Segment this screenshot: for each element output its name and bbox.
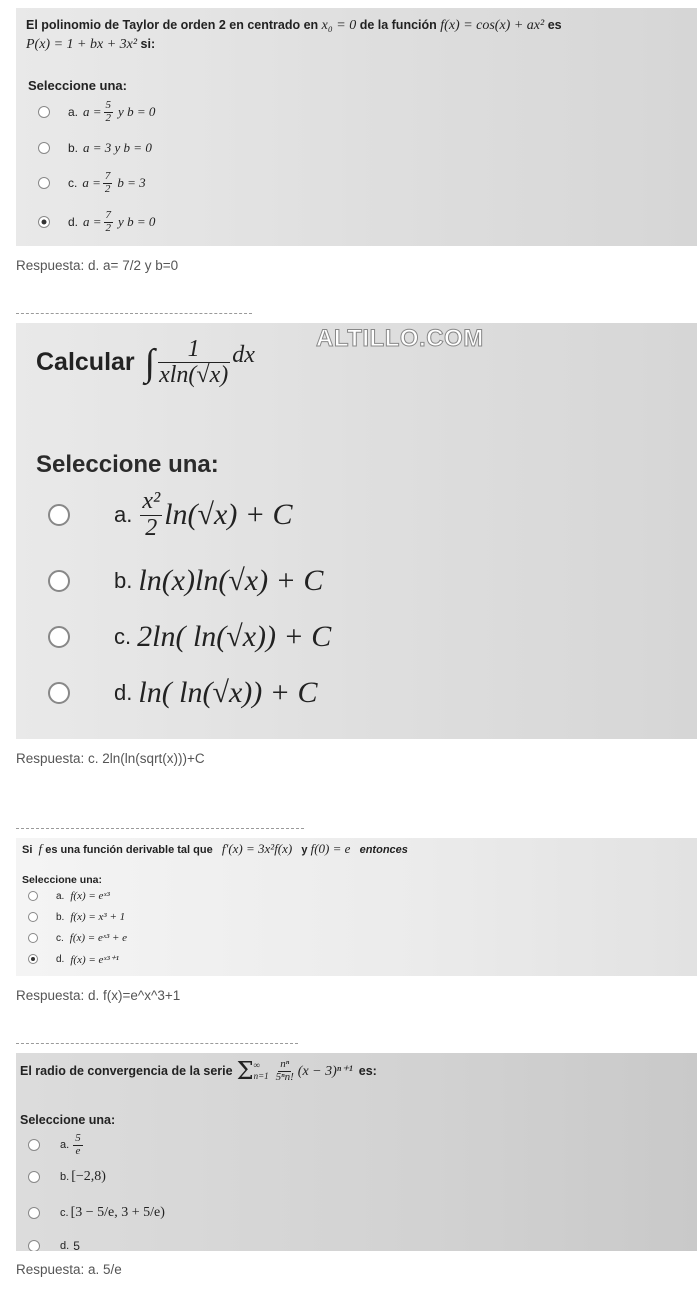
fraction-den: 2 — [104, 182, 111, 195]
option-expr: a = — [83, 104, 102, 119]
separator — [16, 828, 304, 829]
question-3-panel — [16, 838, 697, 976]
q4-prompt-end: es: — [358, 1064, 377, 1078]
separator — [16, 313, 252, 314]
radio-button[interactable] — [48, 682, 70, 704]
sum-lower: n=1 — [253, 1071, 269, 1081]
q3-option-b[interactable] — [28, 909, 125, 925]
q4-option-a[interactable] — [28, 1131, 85, 1159]
q2-prompt — [36, 337, 255, 388]
q1-x0: x₀ = 0 — [321, 18, 357, 33]
option-expr: 2ln( ln(√x)) + C — [137, 620, 332, 653]
q3-option-d[interactable] — [28, 951, 119, 967]
integral-sign-icon: ∫ — [144, 341, 156, 384]
option-letter: d. — [68, 215, 79, 229]
option-letter: a. — [68, 105, 79, 119]
option-expr: [3 − 5/e, 3 + 5/e) — [70, 1205, 165, 1220]
option-expr: ln( ln(√x)) + C — [138, 676, 318, 709]
radio-button[interactable] — [28, 1171, 40, 1183]
fraction-num: nⁿ — [280, 1057, 290, 1070]
radio-button[interactable] — [28, 891, 38, 901]
fraction — [103, 171, 113, 195]
fraction-den: 2 — [105, 221, 112, 234]
radio-button[interactable] — [38, 177, 50, 189]
question-2-panel — [16, 323, 697, 739]
option-expr: a = — [83, 214, 102, 229]
q3-and: y — [301, 844, 308, 856]
q3-f: f — [38, 841, 43, 856]
q1-select-label: Seleccione una: — [28, 78, 127, 93]
q2-option-c[interactable] — [48, 617, 331, 657]
q1-prompt-text: El polinomio de Taylor de orden 2 en centrado en — [26, 18, 319, 32]
q3-prompt-text-3: entonces — [359, 844, 408, 856]
q4-option-d[interactable] — [28, 1237, 80, 1251]
q3-prompt — [22, 841, 408, 857]
option-letter: d. — [56, 953, 65, 965]
option-expr: a = — [82, 175, 101, 190]
q1-prompt-text-3: es — [547, 18, 562, 32]
option-expr-post: y b = 0 — [118, 214, 156, 229]
fraction-num: 5 — [105, 98, 112, 111]
q2-prompt-text: Calcular — [36, 348, 135, 377]
q3-option-a[interactable] — [28, 888, 110, 904]
watermark-logo: ALTILLO.COM — [316, 325, 484, 352]
q1-function: f(x) = cos(x) + ax² — [440, 18, 545, 33]
q2-dx: dx — [232, 342, 255, 369]
question-4-panel — [16, 1053, 697, 1251]
q2-select-label: Seleccione una: — [36, 451, 219, 478]
q3-condition-2: f(0) = e — [310, 841, 351, 856]
fraction-den: 2 — [105, 111, 112, 124]
q3-prompt-text: Si — [22, 844, 33, 856]
option-letter: c. — [68, 176, 78, 190]
fraction-num: 7 — [105, 208, 112, 221]
q3-condition-1: f′(x) = 3x²f(x) — [221, 841, 293, 856]
question-1-prompt — [26, 16, 562, 54]
option-letter: a. — [60, 1139, 70, 1151]
q1-option-c[interactable] — [38, 169, 146, 197]
option-expr: f(x) = eˣ³ — [70, 890, 110, 902]
option-letter: d. — [114, 680, 133, 705]
option-expr: f(x) = eˣ³ + e — [69, 932, 128, 944]
q1-option-d[interactable] — [38, 208, 155, 236]
q4-answer: Respuesta: a. 5/e — [16, 1262, 122, 1277]
integrand-fraction — [157, 337, 230, 388]
radio-button[interactable] — [28, 1240, 40, 1251]
radio-button[interactable] — [48, 570, 70, 592]
q1-prompt-text-2: de la función — [359, 18, 437, 32]
q1-answer: Respuesta: d. a= 7/2 y b=0 — [16, 258, 179, 273]
integrand-num: 1 — [158, 337, 230, 363]
option-expr-post: b = 3 — [117, 175, 146, 190]
option-expr: f(x) = eˣ³⁺¹ — [70, 953, 119, 966]
q4-prompt-text: El radio de convergencia de la serie — [20, 1064, 233, 1078]
q2-option-d[interactable] — [48, 673, 318, 713]
q1-option-b[interactable] — [38, 137, 152, 159]
fraction — [73, 1133, 83, 1157]
option-letter: d. — [60, 1240, 70, 1251]
q2-option-b[interactable] — [48, 561, 323, 601]
option-letter: c. — [114, 624, 132, 649]
radio-button[interactable] — [28, 933, 38, 943]
fraction — [104, 100, 114, 124]
fraction-den: e — [75, 1144, 81, 1157]
question-1-panel — [16, 8, 697, 246]
sigma-icon: Σ — [236, 1057, 254, 1085]
option-expr-post: y b = 0 — [118, 104, 156, 119]
radio-button[interactable] — [28, 912, 38, 922]
radio-button[interactable] — [28, 1207, 40, 1219]
fraction-num: 5 — [75, 1131, 81, 1144]
radio-button[interactable] — [48, 504, 70, 526]
sum-upper: ∞ — [253, 1060, 260, 1070]
option-letter: b. — [68, 141, 79, 155]
option-letter: c. — [60, 1207, 69, 1219]
q2-option-a[interactable] — [48, 487, 293, 543]
q3-answer: Respuesta: d. f(x)=e^x^3+1 — [16, 988, 181, 1003]
fraction-num: 7 — [104, 169, 111, 182]
option-letter: a. — [114, 502, 133, 527]
option-letter: b. — [56, 911, 65, 923]
integrand-den: xln(√x) — [159, 362, 229, 389]
radio-button-selected[interactable] — [28, 954, 38, 964]
option-expr: f(x) = x³ + 1 — [70, 911, 126, 923]
q4-select-label: Seleccione una: — [20, 1113, 116, 1127]
q1-option-a[interactable] — [38, 99, 155, 125]
q2-answer: Respuesta: c. 2ln(ln(sqrt(x)))+C — [16, 751, 205, 766]
q4-prompt — [20, 1057, 377, 1085]
q4-option-c[interactable] — [28, 1201, 165, 1225]
fraction-den: 2 — [145, 514, 158, 541]
q3-option-c[interactable] — [28, 930, 127, 946]
term-fraction — [274, 1059, 296, 1083]
option-expr: [−2,8) — [71, 1169, 106, 1184]
option-letter: b. — [114, 568, 133, 593]
option-expr: 5 — [73, 1239, 80, 1251]
radio-button[interactable] — [38, 142, 50, 154]
term-power: (x − 3)ⁿ⁺¹ — [297, 1063, 353, 1079]
radio-button[interactable] — [48, 626, 70, 648]
fraction — [140, 489, 162, 540]
radio-button[interactable] — [38, 106, 50, 118]
separator — [16, 1043, 298, 1044]
radio-button-selected[interactable] — [38, 216, 50, 228]
q1-prompt-text-4: si: — [140, 37, 156, 51]
option-letter: b. — [60, 1171, 70, 1183]
option-expr: a = 3 y b = 0 — [83, 140, 152, 155]
fraction-den: 5ⁿn! — [275, 1070, 294, 1083]
q1-polynomial: P(x) = 1 + bx + 3x² — [26, 37, 138, 52]
q3-prompt-text-2: es una función derivable tal que — [45, 844, 213, 856]
option-expr: ln(√x) + C — [164, 498, 293, 531]
fraction-num: x² — [142, 488, 161, 515]
option-letter: c. — [56, 932, 64, 944]
q4-option-b[interactable] — [28, 1167, 106, 1187]
radio-button[interactable] — [28, 1139, 40, 1151]
sum-limits — [254, 1060, 269, 1082]
option-expr: ln(x)ln(√x) + C — [138, 564, 324, 597]
fraction — [104, 210, 114, 234]
q3-select-label: Seleccione una: — [22, 874, 102, 886]
option-letter: a. — [56, 890, 65, 902]
